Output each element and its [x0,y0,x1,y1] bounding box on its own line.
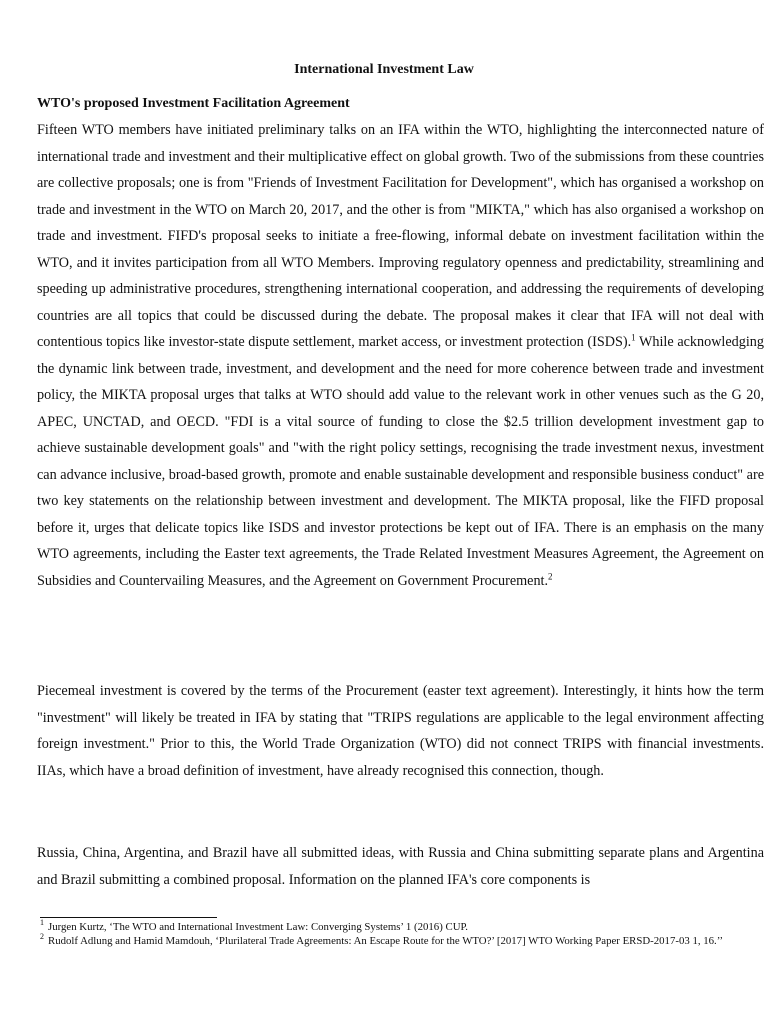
footnote-2 [40,934,760,948]
footnote-ref-2[interactable]: 2 [548,570,553,581]
footnote-2-text: Rudolf Adlung and Hamid Mamdouh, ‘Plurilateral Trade Agreements: An Escape Route for the WTO?’ [2017] WTO Working Paper ERSD-2017-03 1, 16.’’ [48,935,724,947]
footnote-1-text: Jurgen Kurtz, ‘The WTO and International Investment Law: Converging Systems’ 1 (2016) CUP. [48,921,469,933]
section-heading: WTO's proposed Investment Facilitation Agreement [37,96,350,111]
paragraph-1-text-b: While acknowledging the dynamic link between trade, investment, and development and the need for more coherence between trade and investment policy, the MIKTA proposal urges that talks at WTO should add value to the relevant work in other venues such as the G 20, APEC, UNCTAD, and OECD. "FDI is a vital source of funding to close the $2.5 trillion development investment gap to achieve sustainable development goals" and "with the right policy settings, recognising the trade investment nexus, investment can advance inclusive, broad-based growth, promote and enable sustainable development and responsible business conduct" are two key statements on the relationship between investment and development. The MIKTA proposal, like the FIFD proposal before it, urges that delicate topics like ISDS and investor protections be kept out of IFA. There is an emphasis on the many WTO agreements, including the Easter text agreements, the Trade Related Investment Measures Agreement, the Agreement on Subsidies and Countervailing Measures, and the Agreement on Government Procurement. [37,334,764,589]
page-title: International Investment Law [294,62,474,77]
footnote-divider [40,917,217,918]
footnote-2-number: 2 [40,932,44,942]
footnote-1-number: 1 [40,918,44,928]
paragraph-2: Piecemeal investment is covered by the terms of the Procurement (easter text agreement). Interestingly, it hints how the term "investment" will likely be treated in IFA by stating that "TRIPS regulations are applicable to the legal environment affecting foreign investment." Prior to this, the World Trade Organization (WTO) did not connect TRIPS with financial investments. IIAs, which have a broad definition of investment, have already recognised this connection, though. [37,683,764,779]
footnote-1 [40,920,760,934]
paragraph-3: Russia, China, Argentina, and Brazil have all submitted ideas, with Russia and China submitting separate plans and Argentina and Brazil submitting a combined proposal. Information on the planned IFA's core components is [37,845,764,888]
footnote-ref-1[interactable]: 1 [631,332,636,343]
paragraph-1 [37,117,764,594]
paragraph-1-text-a: Fifteen WTO members have initiated preliminary talks on an IFA within the WTO, highlighting the interconnected nature of international trade and investment and their multiplicative effect on global growth. Two of the submissions from these countries are collective proposals; one is from "Friends of Investment Facilitation for Development", which has organised a workshop on trade and investment in the WTO on March 20, 2017, and the other is from "MIKTA," which has also organised a workshop on trade and investment. FIFD's proposal seeks to initiate a free-flowing, informal debate on investment facilitation within the WTO, and it invites participation from all WTO Members. Improving regulatory openness and predictability, streamlining and speeding up administrative procedures, strengthening international cooperation, and addressing the requirements of developing countries are all topics that could be discussed during the debate. The proposal makes it clear that IFA will not deal with contentious topics like investor-state dispute settlement, market access, or investment protection (ISDS). [37,122,764,350]
footnotes [40,920,760,948]
